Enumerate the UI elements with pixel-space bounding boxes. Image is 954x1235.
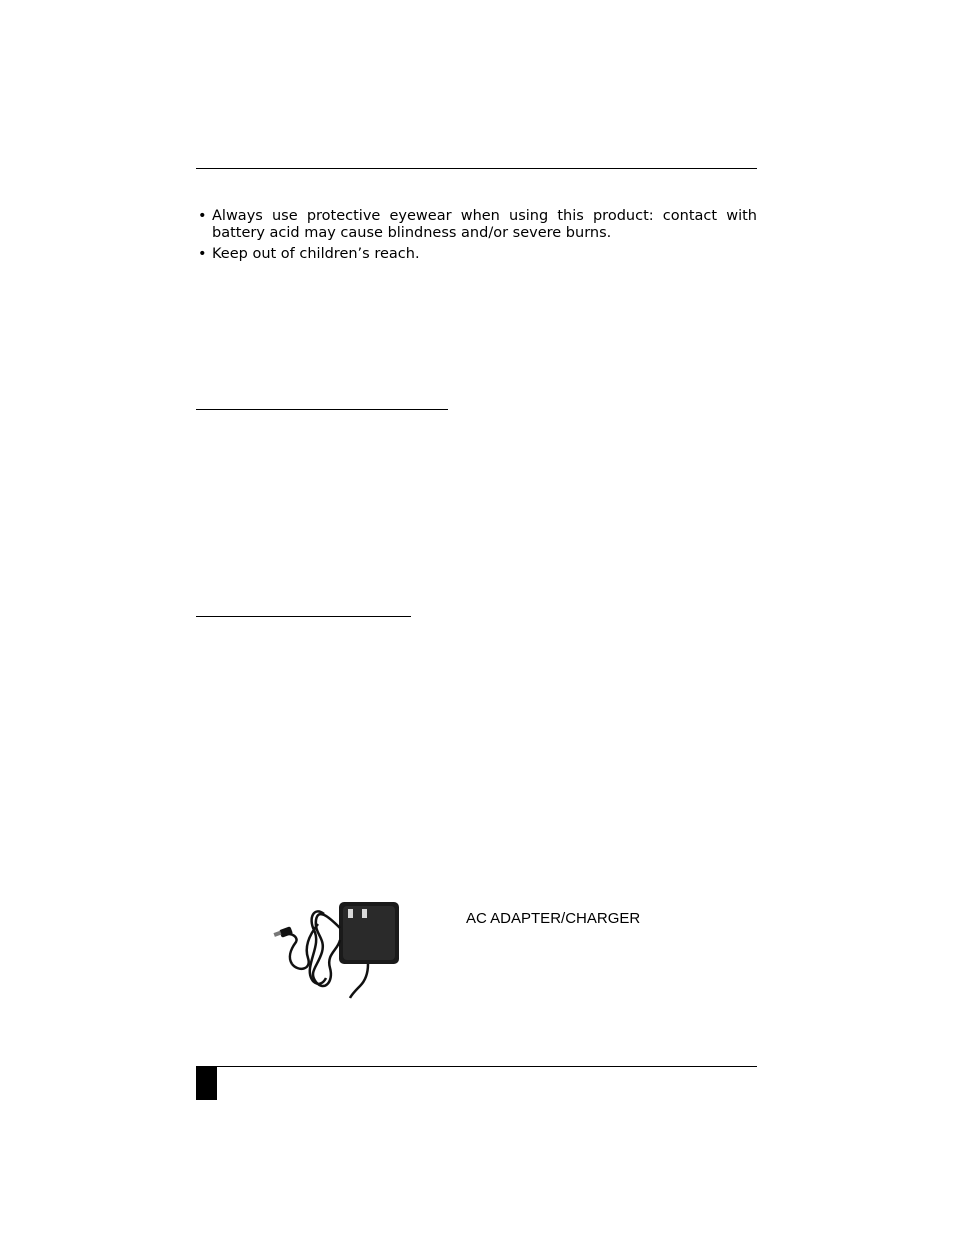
footer-rule — [196, 1066, 757, 1067]
list-item — [197, 208, 757, 242]
safety-item-text: Always use protective eyewear when using this product: contact with battery acid may cause blindness and/or severe burns. — [212, 208, 757, 241]
ac-adapter-illustration — [268, 894, 408, 1004]
adapter-icon — [268, 894, 408, 1004]
safety-list — [197, 208, 757, 267]
page-tab-marker — [196, 1067, 217, 1100]
bullet-icon: • — [198, 208, 207, 224]
header-rule — [196, 168, 757, 169]
section-heading-underline — [196, 616, 411, 617]
section-heading-underline — [196, 409, 448, 410]
bullet-icon: • — [198, 246, 207, 262]
safety-item-text: Keep out of children’s reach. — [212, 246, 420, 262]
figure-caption: AC ADAPTER/CHARGER — [466, 910, 641, 927]
list-item — [197, 246, 757, 263]
